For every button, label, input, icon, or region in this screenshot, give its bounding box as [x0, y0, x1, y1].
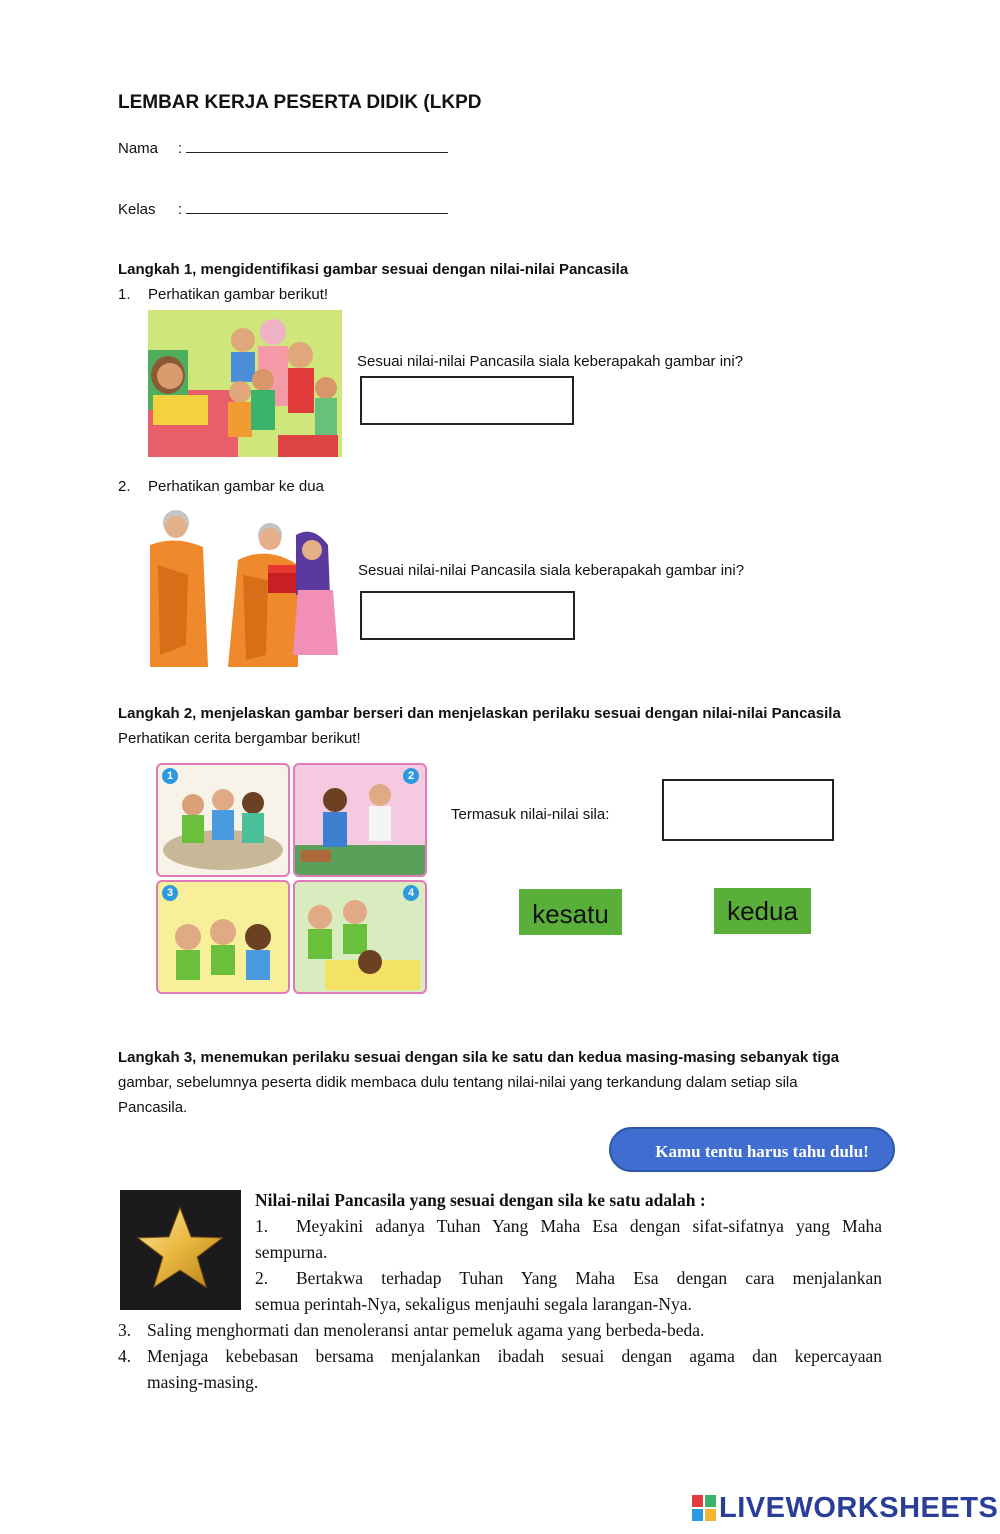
- liveworksheets-brand: LIVEWORKSHEETS: [719, 1492, 999, 1524]
- comic-panel-4: [293, 880, 427, 994]
- sila1-item4-line2: masing-masing.: [147, 1372, 259, 1392]
- class-input-line[interactable]: [186, 201, 448, 214]
- answer-box-1[interactable]: [360, 376, 574, 425]
- sila1-item4-number: 4.: [118, 1346, 132, 1366]
- comic-panel-2: [293, 763, 427, 877]
- step1-q1-number: 1.: [118, 286, 131, 303]
- picture-giving-to-monks: [148, 505, 342, 667]
- panel-number-4: 4: [403, 885, 419, 901]
- option-kedua-button[interactable]: kedua: [714, 888, 811, 934]
- step3-body-line2: Pancasila.: [118, 1099, 188, 1116]
- step2-intro: Perhatikan cerita bergambar berikut!: [118, 730, 361, 747]
- panel-number-3: 3: [162, 885, 178, 901]
- step3-heading: Langkah 3, menemukan perilaku sesuai dengan sila ke satu dan kedua masing-masing sebanyak tiga: [118, 1049, 840, 1066]
- class-separator: :: [178, 201, 183, 218]
- step1-q1-question: Sesuai nilai-nilai Pancasila siala keberapakah gambar ini?: [357, 353, 744, 370]
- sila1-item1-line1: Meyakini adanya Tuhan Yang Maha Esa dengan sifat-sifatnya yang Maha: [296, 1216, 882, 1236]
- step2-question: Termasuk nilai-nilai sila:: [451, 806, 610, 823]
- class-label: Kelas: [118, 201, 156, 218]
- comic-panel-1: [156, 763, 290, 877]
- sila1-item2-line1: Bertakwa terhadap Tuhan Yang Maha Esa dengan cara menjalankan: [296, 1268, 882, 1288]
- comic-panel-3: [156, 880, 290, 994]
- sila1-heading: Nilai-nilai Pancasila yang sesuai dengan sila ke satu adalah :: [255, 1190, 706, 1210]
- sila1-item3-line1: Saling menghormati dan menoleransi antar pemeluk agama yang berbeda-beda.: [147, 1320, 705, 1340]
- step1-q2-number: 2.: [118, 478, 131, 495]
- option-kesatu-button[interactable]: kesatu: [519, 889, 622, 935]
- step1-heading: Langkah 1, mengidentifikasi gambar sesuai dengan nilai-nilai Pancasila: [118, 261, 629, 278]
- step3-body-line1: gambar, sebelumnya peserta didik membaca dulu tentang nilai-nilai yang terkandung dalam setiap sila: [118, 1074, 798, 1091]
- picture-visiting-sick-friend: [148, 310, 342, 457]
- panel-number-2: 2: [403, 768, 419, 784]
- step2-heading: Langkah 2, menjelaskan gambar berseri dan menjelaskan perilaku sesuai dengan nilai-nilai Pancasila: [118, 705, 841, 722]
- liveworksheets-logo: [692, 1492, 998, 1525]
- sila1-item1-line2: sempurna.: [255, 1242, 328, 1262]
- step1-q2-text: Perhatikan gambar ke dua: [148, 478, 324, 495]
- sila1-item2-number: 2.: [255, 1268, 269, 1288]
- step1-q1-text: Perhatikan gambar berikut!: [148, 286, 329, 303]
- name-field: [118, 140, 448, 157]
- sila1-item3-number: 3.: [118, 1320, 132, 1340]
- name-input-line[interactable]: [186, 140, 448, 153]
- sila1-item1-number: 1.: [255, 1216, 269, 1236]
- class-field: [118, 201, 448, 218]
- sila1-item2-line2: semua perintah-Nya, sekaligus menjauhi segala larangan-Nya.: [255, 1294, 692, 1314]
- star-icon: [120, 1190, 241, 1310]
- answer-box-2[interactable]: [360, 591, 575, 640]
- sila1-item4-line1: Menjaga kebebasan bersama menjalankan ibadah sesuai dengan agama dan kepercayaan: [147, 1346, 882, 1366]
- panel-number-1: 1: [162, 768, 178, 784]
- name-separator: :: [178, 140, 183, 157]
- callout-pill: Kamu tentu harus tahu dulu!: [609, 1127, 895, 1172]
- step1-q2-question: Sesuai nilai-nilai Pancasila siala keberapakah gambar ini?: [358, 562, 745, 579]
- answer-box-3[interactable]: [662, 779, 834, 841]
- liveworksheets-logo-icon: [692, 1495, 716, 1521]
- name-label: Nama: [118, 140, 159, 157]
- page-title: LEMBAR KERJA PESERTA DIDIK (LKPD: [118, 92, 482, 113]
